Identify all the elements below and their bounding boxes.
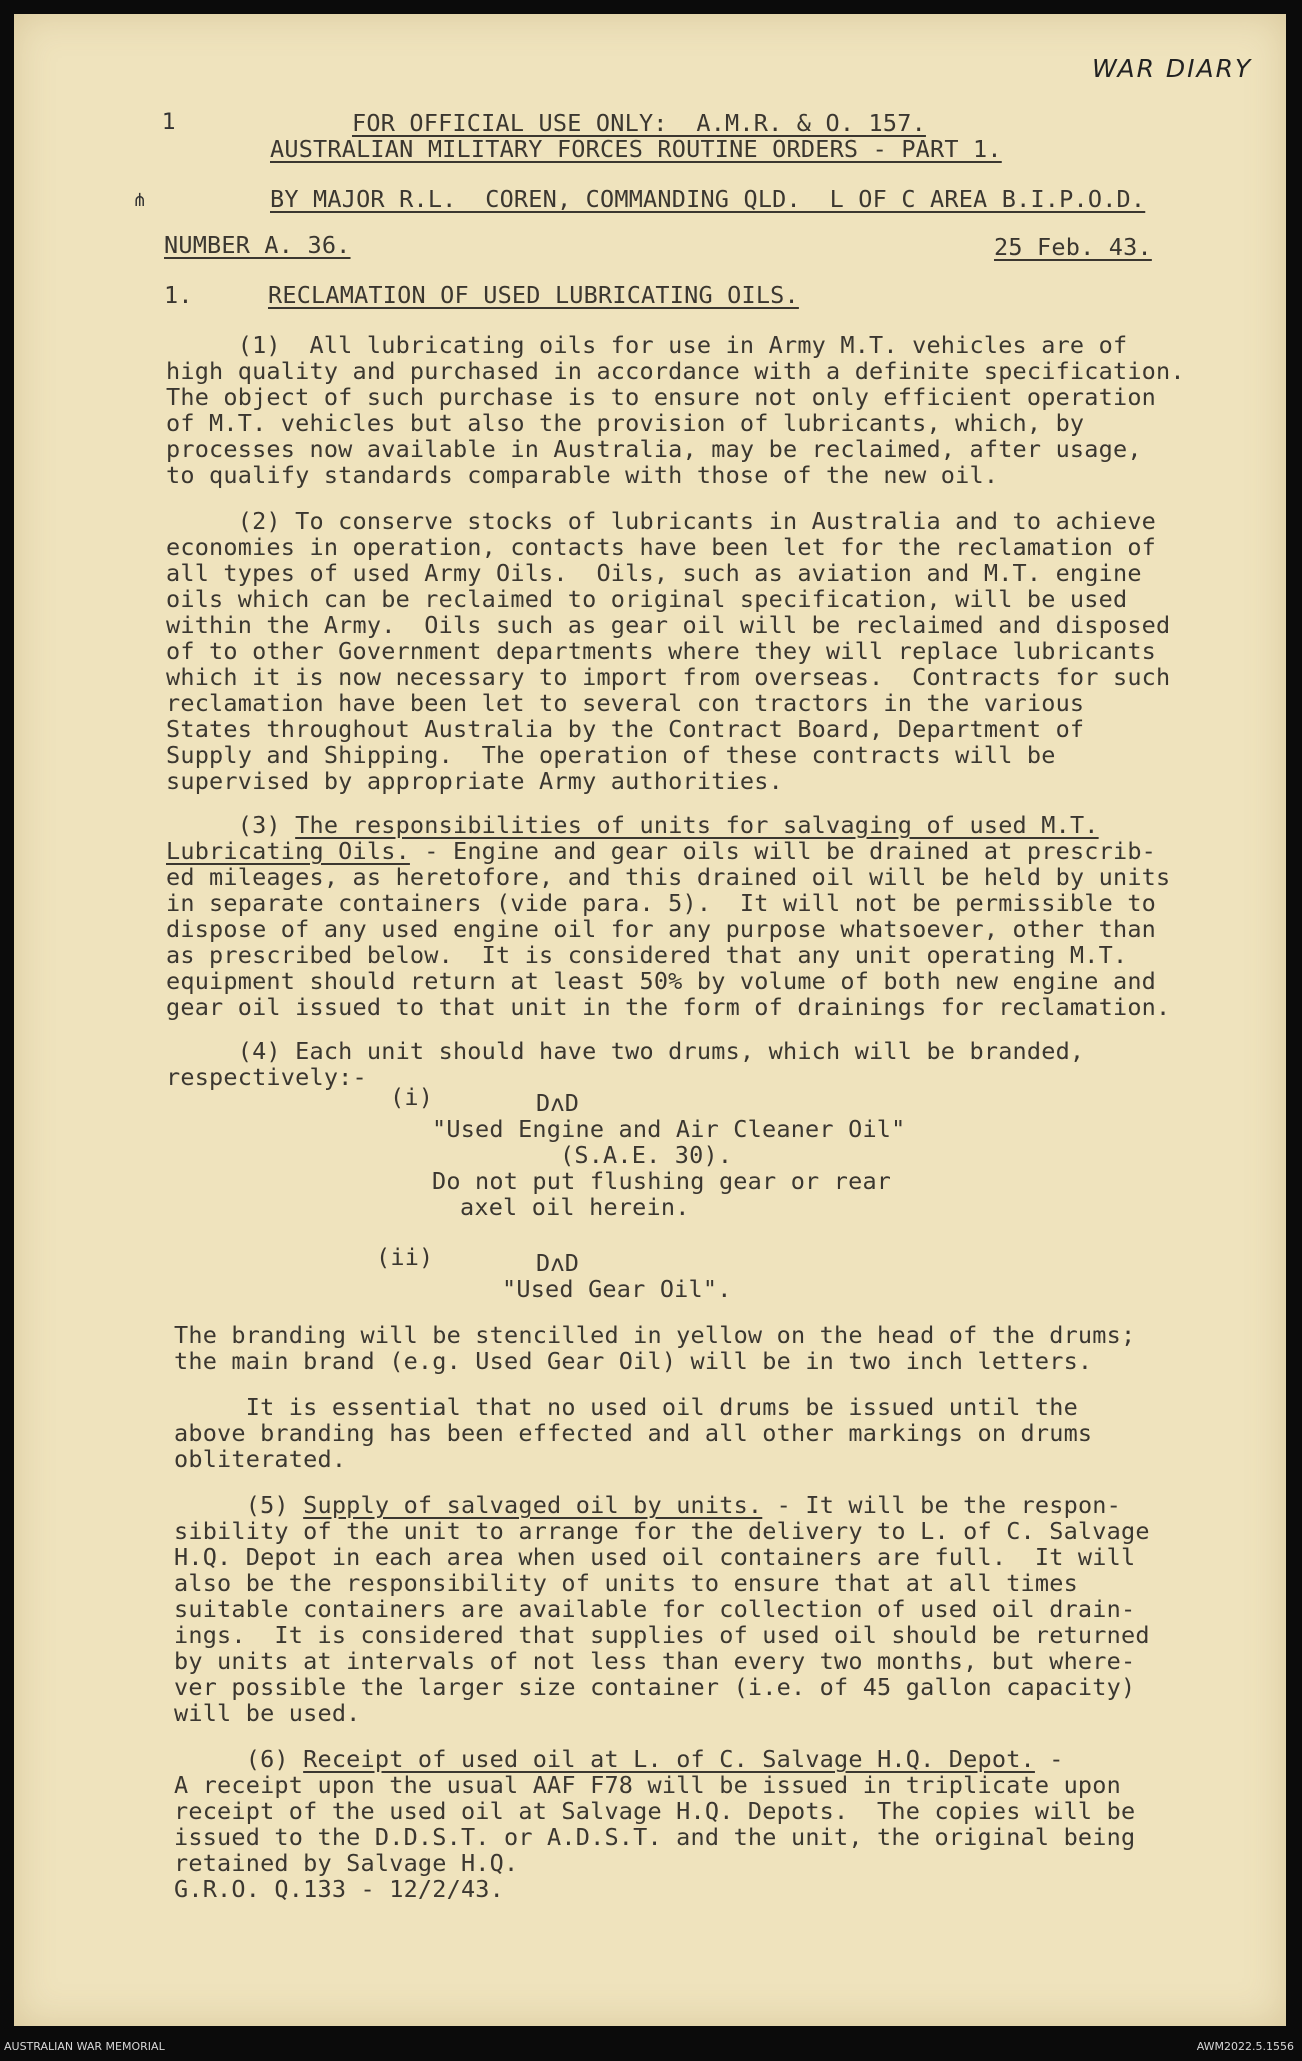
text-line: sibility of the unit to arrange for the delivery to L. of C. Salvage — [174, 1517, 1150, 1545]
item-1-name: "Used Engine and Air Cleaner Oil" — [432, 1115, 906, 1143]
text-line: will be used. — [174, 1699, 361, 1727]
item-1-grade: (S.A.E. 30). — [560, 1141, 733, 1169]
text-line: oils which can be reclaimed to original specification, will be used — [166, 585, 1128, 613]
item-1-label: (i) — [390, 1083, 434, 1111]
text-line: high quality and purchased in accordance with a definite specification. — [166, 357, 1185, 385]
text-line: of to other Government departments where they will replace lubricants — [166, 637, 1157, 665]
text-line: to qualify standards comparable with those of the new oil. — [166, 461, 999, 489]
text-line: (1) All lubricating oils for use in Army M.T. vehicles are of — [166, 331, 1128, 359]
text-line: all types of used Army Oils. Oils, such as aviation and M.T. engine — [166, 559, 1142, 587]
text-line: of M.T. vehicles but also the provision of lubricants, which, by — [166, 409, 1085, 437]
text-line: within the Army. Oils such as gear oil will be reclaimed and disposed — [166, 611, 1171, 639]
text-line: ings. It is considered that supplies of used oil should be returned — [174, 1621, 1150, 1649]
text-line: (4) Each unit should have two drums, which will be branded, — [166, 1037, 1085, 1065]
text-line: A receipt upon the usual AAF F78 will be issued in triplicate upon — [174, 1771, 1121, 1799]
text-line: ed mileages, as heretofore, and this drained oil will be held by units — [166, 863, 1171, 891]
margin-tick-icon: ⋔ — [132, 190, 148, 211]
text-line: economies in operation, contacts have been let for the reclamation of — [166, 533, 1157, 561]
text-line: (5) Supply of salvaged oil by units. - It will be the respon- — [174, 1491, 1122, 1519]
item-1-note: axel oil herein. — [460, 1193, 690, 1221]
text-line: Lubricating Oils. - Engine and gear oils will be drained at prescrib- — [166, 837, 1157, 865]
order-number: NUMBER A. 36. — [164, 231, 351, 259]
text-line: also be the responsibility of units to ensure that at all times — [174, 1569, 1078, 1597]
text-line: States throughout Australia by the Contract Board, Department of — [166, 715, 1085, 743]
item-1-note: Do not put flushing gear or rear — [432, 1167, 892, 1195]
section-number: 1. — [164, 281, 193, 309]
text-line: (2) To conserve stocks of lubricants in Australia and to achieve — [166, 507, 1157, 535]
text-line: in separate containers (vide para. 5). It will not be permissible to — [166, 889, 1157, 917]
text-line: receipt of the used oil at Salvage H.Q. Depots. The copies will be — [174, 1797, 1136, 1825]
text-line: The object of such purchase is to ensure not only efficient operation — [166, 383, 1157, 411]
text-line: the main brand (e.g. Used Gear Oil) will be in two inch letters. — [174, 1347, 1093, 1375]
item-1-brand: DʌD — [536, 1089, 580, 1117]
text-line: H.Q. Depot in each area when used oil containers are full. It will — [174, 1543, 1136, 1571]
text-line: (3) The responsibilities of units for salvaging of used M.T. — [166, 811, 1099, 839]
text-line: suitable containers are available for collection of used oil drain- — [174, 1595, 1136, 1623]
text-line: equipment should return at least 50% by volume of both new engine and — [166, 967, 1157, 995]
text-line: processes now available in Australia, may be reclaimed, after usage, — [166, 435, 1142, 463]
text-line: (6) Receipt of used oil at L. of C. Salvage H.Q. Depot. - — [174, 1745, 1064, 1773]
text-line: respectively:- — [166, 1063, 367, 1091]
item-2-label: (ii) — [376, 1243, 434, 1271]
header-line-official: FOR OFFICIAL USE ONLY: A.M.R. & O. 157. — [352, 109, 926, 137]
item-2-brand: DʌD — [536, 1249, 580, 1277]
item-2-name: "Used Gear Oil". — [502, 1275, 732, 1303]
text-line: supervised by appropriate Army authorities. — [166, 767, 783, 795]
header-line-commanding: BY MAJOR R.L. COREN, COMMANDING QLD. L OF C AREA B.I.P.O.D. — [270, 185, 1146, 213]
text-line: Supply and Shipping. The operation of these contracts will be — [166, 741, 1056, 769]
text-line: It is essential that no used oil drums be issued until the — [174, 1393, 1078, 1421]
text-line: ver possible the larger size container (i.e. of 45 gallon capacity) — [174, 1673, 1136, 1701]
text-line: gear oil issued to that unit in the form of drainings for reclamation. — [166, 993, 1171, 1021]
text-line: by units at intervals of not less than every two months, but where- — [174, 1647, 1136, 1675]
text-line: obliterated. — [174, 1445, 347, 1473]
document-page — [14, 14, 1286, 2026]
war-diary-annotation: WAR DIARY — [1092, 54, 1253, 83]
text-line: retained by Salvage H.Q. — [174, 1849, 519, 1877]
text-line: reclamation have been let to several con tractors in the various — [166, 689, 1085, 717]
page-number: 1 — [162, 110, 176, 135]
footer-accession-number: AWM2022.5.1556 — [1196, 2040, 1294, 2053]
order-date: 25 Feb. 43. — [994, 233, 1152, 261]
text-line: as prescribed below. It is considered that any unit operating M.T. — [166, 941, 1128, 969]
reference-line: G.R.O. Q.133 - 12/2/43. — [174, 1875, 505, 1903]
text-line: which it is now necessary to import from overseas. Contracts for such — [166, 663, 1171, 691]
header-line-orders: AUSTRALIAN MILITARY FORCES ROUTINE ORDERS - PART 1. — [270, 135, 1002, 163]
text-line: above branding has been effected and all other markings on drums — [174, 1419, 1093, 1447]
footer-institution: AUSTRALIAN WAR MEMORIAL — [4, 2040, 165, 2053]
text-line: The branding will be stencilled in yellow on the head of the drums; — [174, 1321, 1136, 1349]
text-line: issued to the D.D.S.T. or A.D.S.T. and the unit, the original being — [174, 1823, 1136, 1851]
text-line: dispose of any used engine oil for any purpose whatsoever, other than — [166, 915, 1157, 943]
section-title: RECLAMATION OF USED LUBRICATING OILS. — [268, 281, 799, 309]
